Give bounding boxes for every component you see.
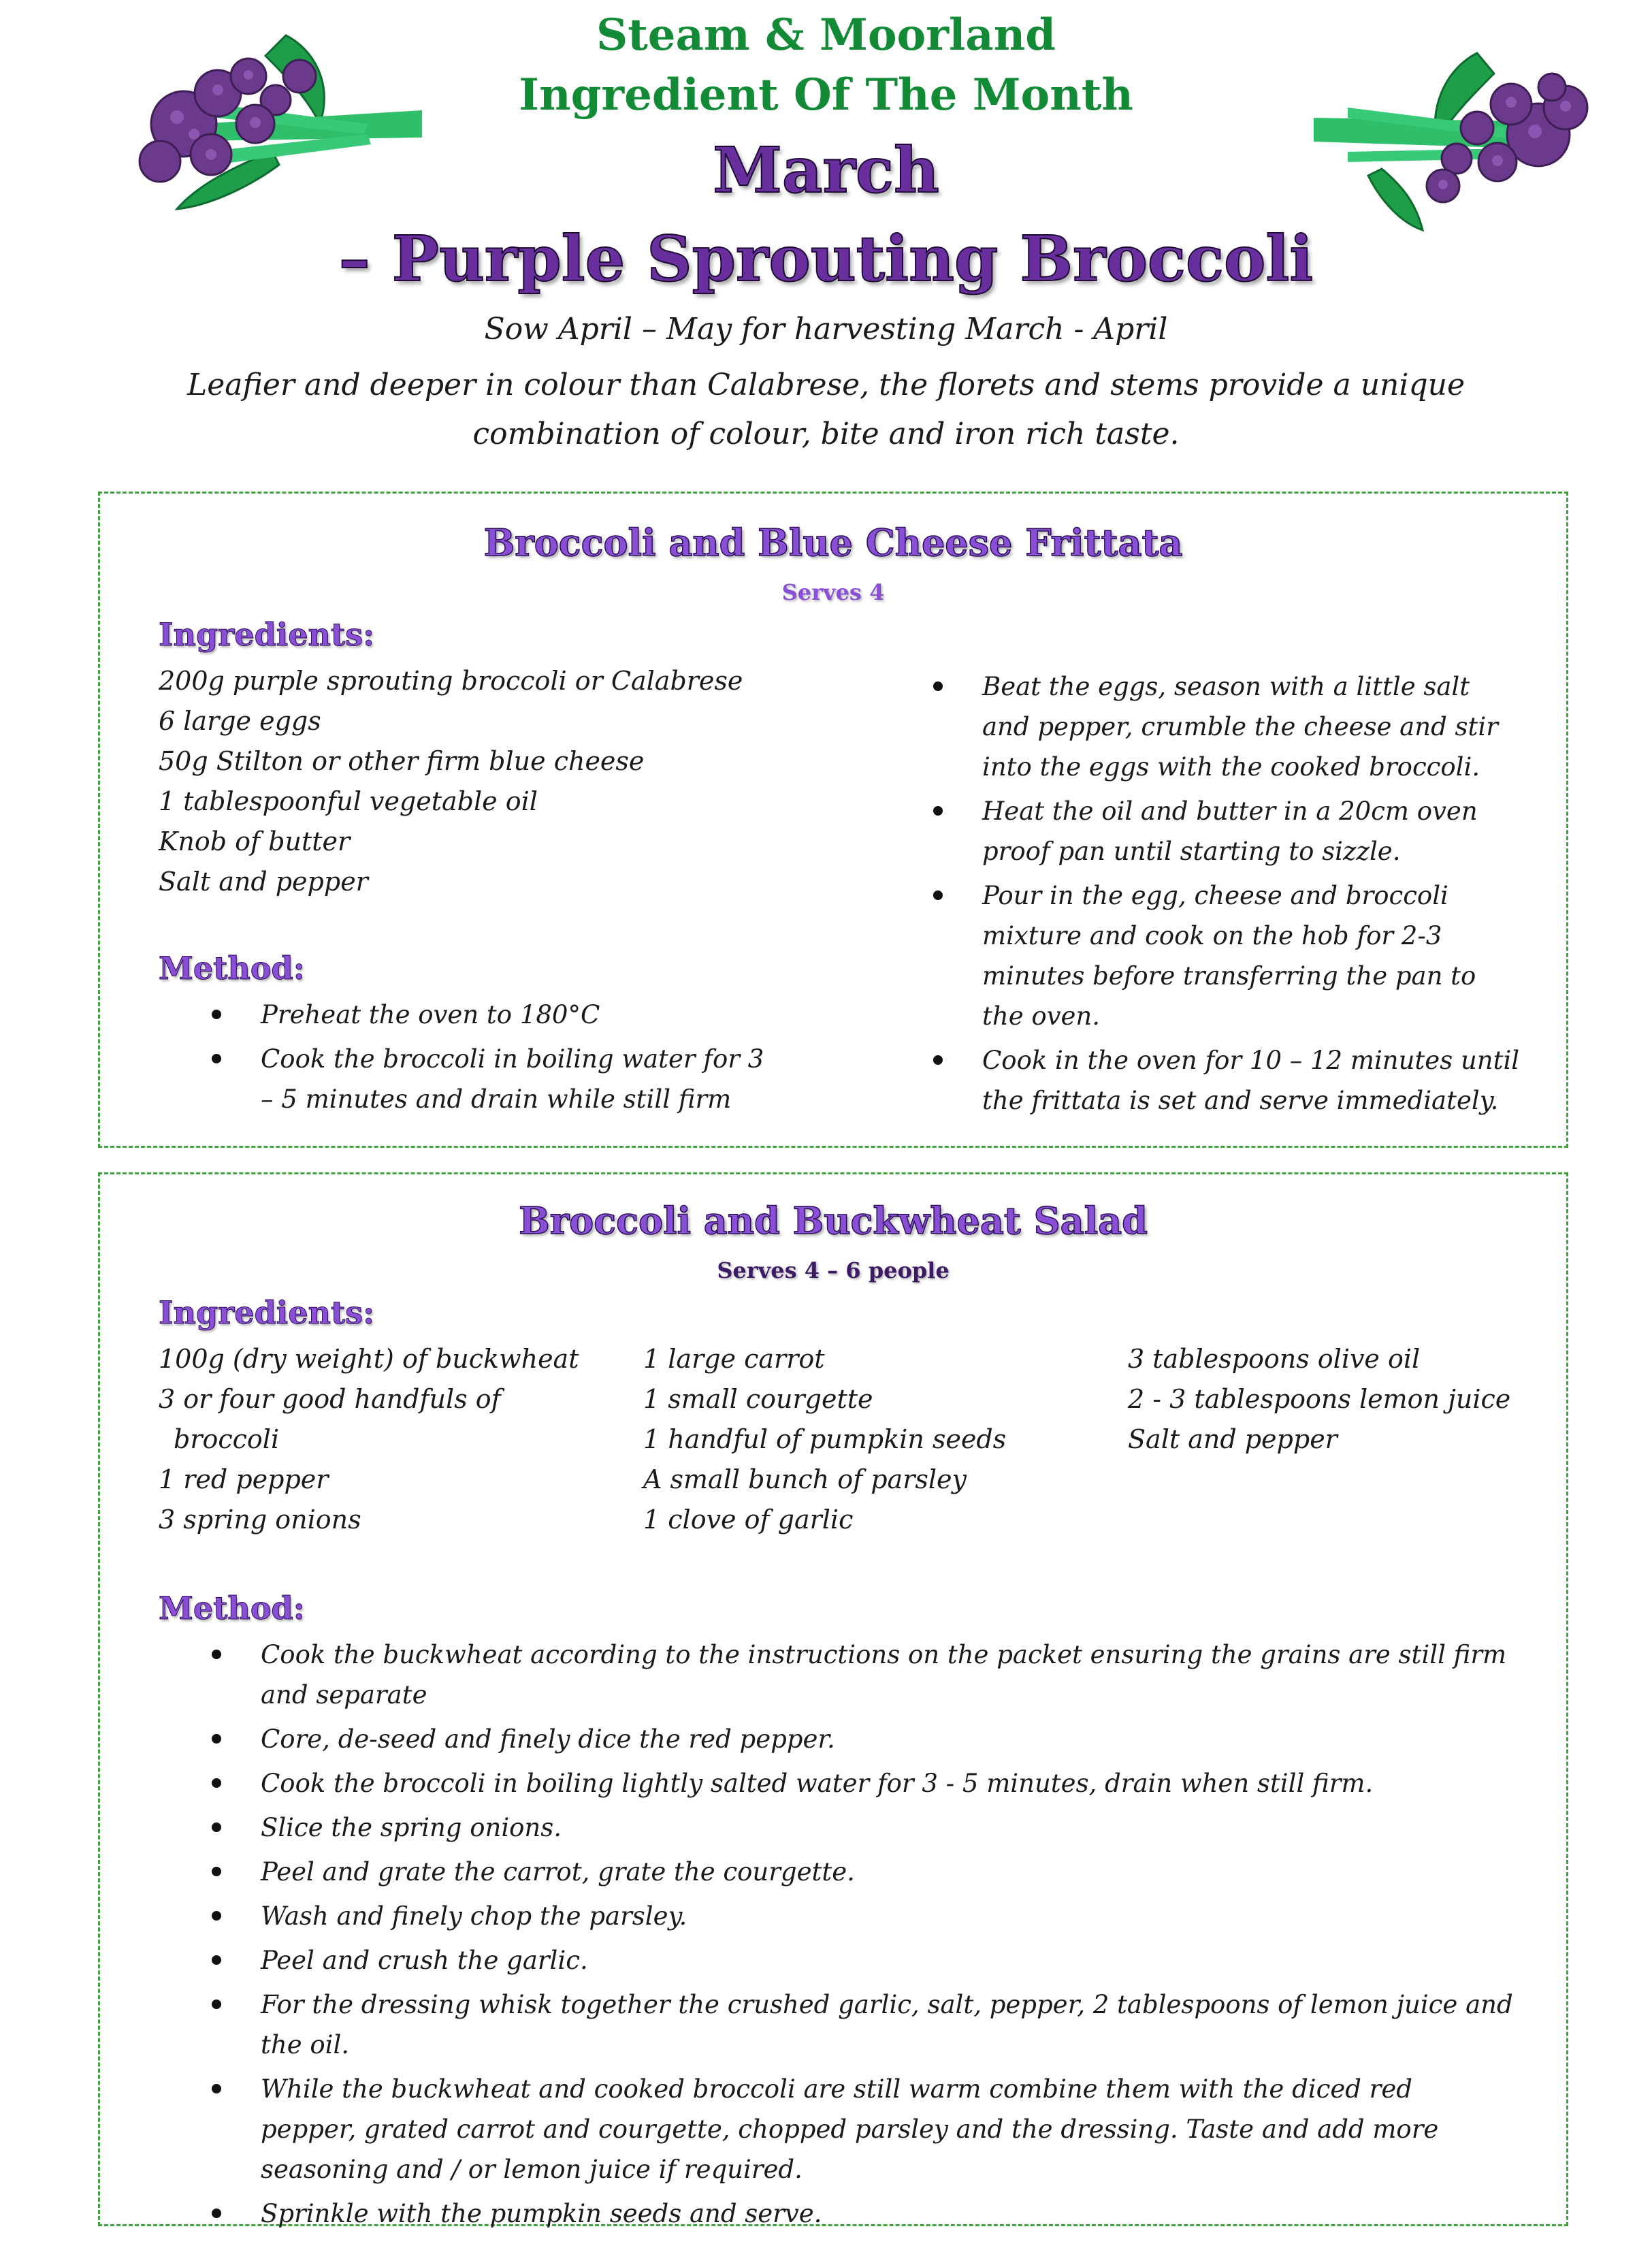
month-title: March (713, 133, 939, 207)
method-step: Cook the broccoli in boiling lightly salted water for 3 - 5 minutes, drain when still firm. (261, 1769, 1374, 1798)
ingredients-list-col2 (643, 1339, 1006, 1540)
feature-subtitle: Ingredient Of The Month (519, 69, 1133, 121)
list-item: 3 tablespoons olive oil (1128, 1344, 1421, 1374)
method-step: Beat the eggs, season with a little salt and pepper, crumble the cheese and stir into the eggs with the cooked broccoli. (982, 672, 1498, 782)
list-item: 1 small courgette (643, 1384, 873, 1414)
list-item: broccoli (174, 1424, 280, 1454)
list-item: 1 red pepper (159, 1464, 329, 1494)
ingredient-title: – Purple Sprouting Broccoli (338, 222, 1314, 295)
method-list-left (261, 995, 778, 1123)
method-step: While the buckwheat and cooked broccoli are still warm combine them with the diced red pepper, grated carrot and courgette, chopped parsley and the dressing. Taste and add more seasoning and / or lemon juice if required. (261, 2074, 1439, 2184)
list-item: 3 or four good handfuls of (159, 1384, 501, 1414)
ingredients-list (159, 661, 743, 902)
method-step: Preheat the oven to 180°C (261, 1000, 600, 1029)
list-item: 3 spring onions (159, 1505, 361, 1535)
bullet-icon (933, 1055, 943, 1065)
list-item (261, 1719, 1513, 1759)
method-step: Core, de-seed and finely dice the red pepper. (261, 1724, 835, 1754)
bullet-icon (933, 806, 943, 816)
list-item (261, 1940, 1513, 1980)
bullet-icon (212, 2209, 221, 2218)
bullet-icon (933, 890, 943, 900)
bullet-icon (212, 1911, 221, 1921)
method-step: For the dressing whisk together the crushed garlic, salt, pepper, 2 tablespoons of lemon juice and the oil. (261, 1990, 1513, 2059)
list-item (261, 995, 778, 1035)
list-item (982, 667, 1520, 787)
list-item (261, 1635, 1513, 1715)
method-step: Sprinkle with the pumpkin seeds and serve. (261, 2199, 822, 2228)
list-item (261, 1985, 1513, 2065)
list-item: Salt and pepper (1128, 1424, 1338, 1454)
method-step: Heat the oil and butter in a 20cm oven proof pan until starting to sizzle. (982, 797, 1478, 866)
bullet-icon (212, 1010, 221, 1019)
list-item (261, 2194, 1513, 2234)
ingredients-heading: Ingredients: (159, 1294, 375, 1331)
list-item (261, 1763, 1513, 1803)
serves-label: Serves 4 – 6 people (717, 1257, 950, 1283)
method-heading: Method: (159, 1590, 305, 1626)
method-step: Cook the buckwheat according to the instructions on the packet ensuring the grains are still firm and separate (261, 1640, 1507, 1709)
list-item (982, 1040, 1520, 1121)
list-item (261, 1039, 778, 1119)
bullet-icon (212, 1867, 221, 1876)
list-item (982, 791, 1520, 871)
bullet-icon (212, 2084, 221, 2093)
bullet-icon (212, 1734, 221, 1744)
bullet-icon (212, 1955, 221, 1965)
list-item: 200g purple sprouting broccoli or Calabrese (159, 666, 743, 696)
serves-label: Serves 4 (781, 579, 885, 605)
organisation-title: Steam & Moorland (596, 10, 1056, 61)
ingredients-heading: Ingredients: (159, 616, 375, 653)
list-item (261, 2069, 1513, 2189)
list-item: A small bunch of parsley (643, 1464, 967, 1494)
recipe-salad-box (98, 1172, 1568, 2226)
method-step: Slice the spring onions. (261, 1813, 562, 1842)
list-item: 1 large carrot (643, 1344, 825, 1374)
method-step: Pour in the egg, cheese and broccoli mixture and cook on the hob for 2-3 minutes before transferring the pan to the oven. (982, 881, 1476, 1031)
recipe-title: Broccoli and Blue Cheese Frittata (483, 521, 1183, 564)
method-step: Peel and grate the carrot, grate the courgette. (261, 1857, 855, 1886)
ingredients-list-col1 (159, 1339, 579, 1540)
recipe-title: Broccoli and Buckwheat Salad (519, 1199, 1148, 1242)
sowing-info: Sow April – May for harvesting March - April (484, 312, 1168, 347)
list-item: 1 tablespoonful vegetable oil (159, 786, 538, 816)
bullet-icon (212, 1650, 221, 1659)
bullet-icon (212, 1823, 221, 1832)
method-step: Wash and finely chop the parsley. (261, 1901, 687, 1931)
list-item (261, 1808, 1513, 1848)
list-item: 1 handful of pumpkin seeds (643, 1424, 1007, 1454)
list-item: Knob of butter (159, 826, 351, 856)
method-step: Peel and crush the garlic. (261, 1946, 588, 1975)
list-item (261, 1852, 1513, 1892)
method-step: Cook in the oven for 10 – 12 minutes until the frittata is set and serve immediately. (982, 1046, 1520, 1115)
method-step: Cook the broccoli in boiling water for 3 – 5 minutes and drain while still firm (261, 1044, 764, 1114)
bullet-icon (212, 1054, 221, 1063)
bullet-icon (212, 2000, 221, 2009)
list-item (982, 876, 1520, 1036)
method-heading: Method: (159, 950, 305, 986)
recipe-frittata-box (98, 492, 1568, 1148)
method-list-right (982, 667, 1520, 1125)
ingredients-list-col3 (1128, 1339, 1510, 1460)
list-item: 100g (dry weight) of buckwheat (159, 1344, 579, 1374)
list-item: 50g Stilton or other firm blue cheese (159, 746, 645, 776)
method-list (261, 1635, 1513, 2238)
list-item: 6 large eggs (159, 706, 321, 736)
ingredient-description: Leafier and deeper in colour than Calabrese, the florets and stems provide a unique combination of colour, bite and iron rich taste. (187, 368, 1465, 451)
list-item (261, 1896, 1513, 1936)
list-item: 1 clove of garlic (643, 1505, 854, 1535)
list-item: 2 - 3 tablespoons lemon juice (1128, 1384, 1511, 1414)
list-item: Salt and pepper (159, 867, 368, 897)
bullet-icon (933, 681, 943, 691)
bullet-icon (212, 1778, 221, 1788)
